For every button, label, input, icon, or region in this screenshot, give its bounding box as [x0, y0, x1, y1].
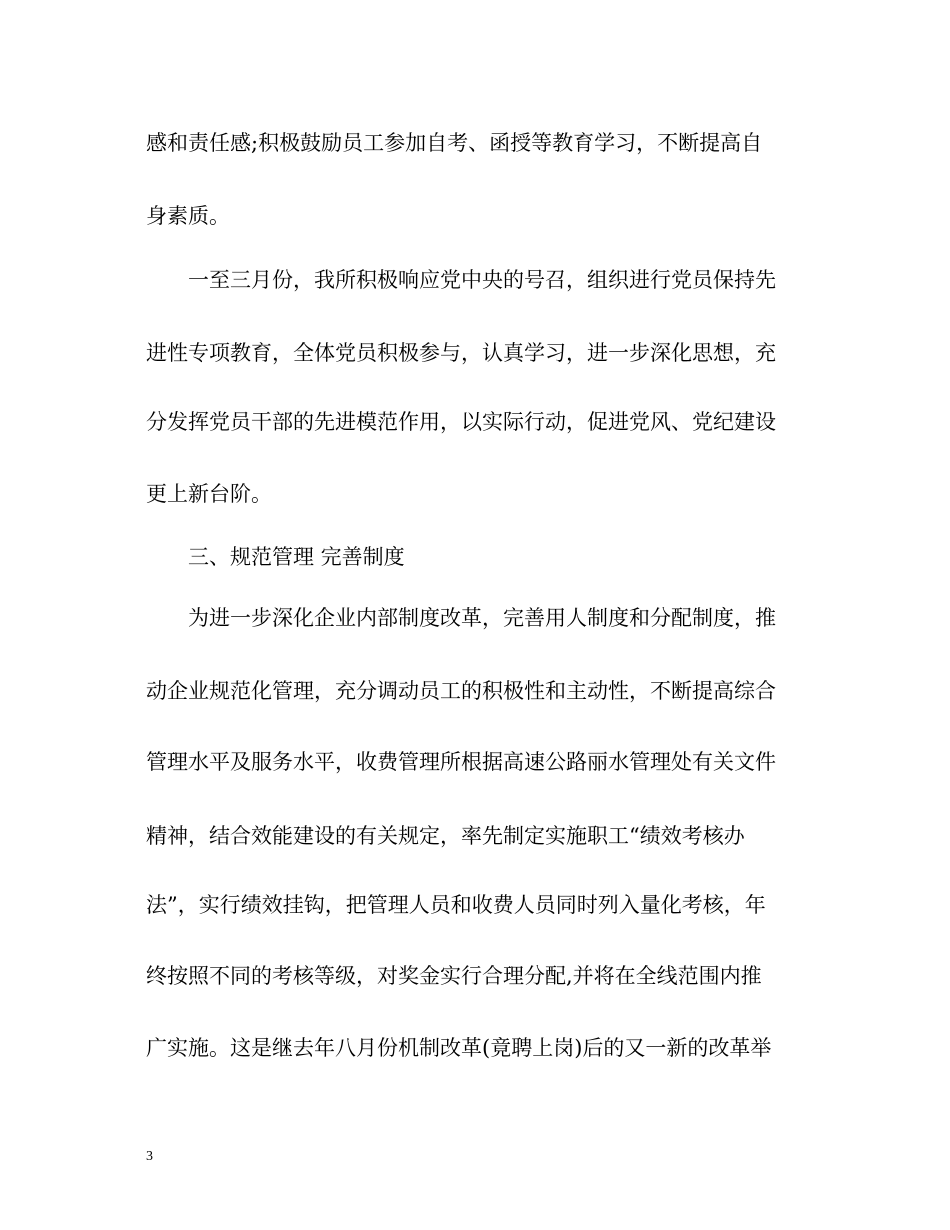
text-line: 精神，结合效能建设的有关规定，率先制定实施职工“绩效考核办: [146, 824, 745, 848]
section-heading: 三、规范管理 完善制度: [188, 545, 405, 569]
paragraph-start-line: 为进一步深化企业内部制度改革，完善用人制度和分配制度，推: [188, 606, 776, 630]
page-number: 3: [146, 1149, 153, 1164]
text-line: 管理水平及服务水平，收费管理所根据高速公路丽水管理处有关文件: [146, 750, 776, 774]
text-line: 身素质。: [146, 204, 230, 228]
text-line: 法”，实行绩效挂钩，把管理人员和收费人员同时列入量化考核，年: [146, 893, 766, 917]
text-line: 终按照不同的考核等级，对奖金实行合理分配,并将在全线范围内推: [146, 964, 762, 988]
text-line: 更上新台阶。: [146, 482, 272, 506]
text-line: 进性专项教育，全体党员积极参与，认真学习，进一步深化思想，充: [146, 341, 776, 365]
text-line: 广实施。这是继去年八月份机制改革(竟聘上岗)后的又一新的改革举: [146, 1036, 772, 1060]
text-line: 感和责任感;积极鼓励员工参加自考、函授等教育学习，不断提高自: [146, 131, 763, 155]
text-line: 分发挥党员干部的先进模范作用，以实际行动，促进党风、党纪建设: [146, 410, 776, 434]
paragraph-start-line: 一至三月份，我所积极响应党中央的号召，组织进行党员保持先: [188, 268, 776, 292]
text-line: 动企业规范化管理，充分调动员工的积极性和主动性，不断提高综合: [146, 679, 776, 703]
